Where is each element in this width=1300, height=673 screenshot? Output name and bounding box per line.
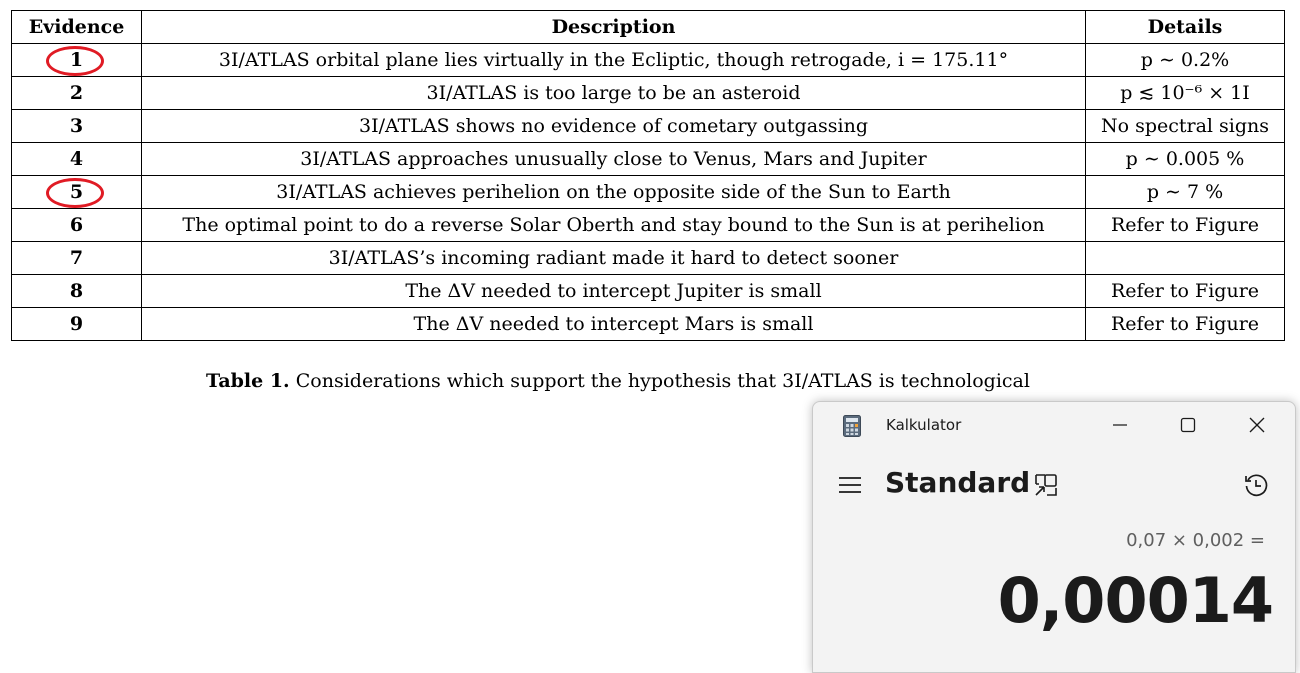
evidence-description: The ΔV needed to intercept Mars is small bbox=[142, 308, 1086, 341]
history-button[interactable] bbox=[1243, 472, 1269, 498]
minimize-icon bbox=[1112, 417, 1128, 433]
calculator-window bbox=[812, 401, 1296, 673]
evidence-number: 9 bbox=[12, 308, 142, 341]
close-button[interactable] bbox=[1234, 406, 1280, 444]
table-row bbox=[12, 110, 1285, 143]
evidence-number: 7 bbox=[12, 242, 142, 275]
evidence-description: The ΔV needed to intercept Jupiter is small bbox=[142, 275, 1086, 308]
close-icon bbox=[1249, 417, 1265, 433]
table-row bbox=[12, 308, 1285, 341]
evidence-detail: Refer to Figure bbox=[1086, 209, 1285, 242]
result-display: 0,00014 bbox=[997, 564, 1273, 637]
evidence-description: The optimal point to do a reverse Solar Oberth and stay bound to the Sun is at perihelion bbox=[142, 209, 1086, 242]
table-header-row bbox=[12, 11, 1285, 44]
evidence-detail: p ≲ 10⁻⁶ × 1I bbox=[1086, 77, 1285, 110]
evidence-number: 1 bbox=[12, 44, 142, 77]
header-evidence: Evidence bbox=[12, 11, 142, 44]
evidence-description: 3I/ATLAS approaches unusually close to Venus, Mars and Jupiter bbox=[142, 143, 1086, 176]
evidence-detail bbox=[1086, 242, 1285, 275]
evidence-table bbox=[11, 10, 1285, 341]
evidence-description: 3I/ATLAS shows no evidence of cometary outgassing bbox=[142, 110, 1086, 143]
navigation-menu-button[interactable] bbox=[835, 470, 865, 500]
evidence-number: 2 bbox=[12, 77, 142, 110]
header-description: Description bbox=[142, 11, 1086, 44]
evidence-detail: p ∼ 7 % bbox=[1086, 176, 1285, 209]
evidence-detail: p ∼ 0.005 % bbox=[1086, 143, 1285, 176]
evidence-detail: No spectral signs bbox=[1086, 110, 1285, 143]
title-bar[interactable] bbox=[813, 402, 1295, 448]
evidence-detail: p ∼ 0.2% bbox=[1086, 44, 1285, 77]
keep-on-top-button[interactable] bbox=[1033, 472, 1059, 498]
evidence-number: 8 bbox=[12, 275, 142, 308]
table-caption bbox=[206, 370, 1030, 392]
evidence-number: 3 bbox=[12, 110, 142, 143]
table-row bbox=[12, 209, 1285, 242]
maximize-button[interactable] bbox=[1165, 406, 1211, 444]
table-row bbox=[12, 275, 1285, 308]
evidence-description: 3I/ATLAS is too large to be an asteroid bbox=[142, 77, 1086, 110]
window-title: Kalkulator bbox=[886, 416, 962, 434]
expression-display: 0,07 × 0,002 = bbox=[1126, 530, 1265, 551]
maximize-icon bbox=[1180, 417, 1196, 433]
evidence-detail: Refer to Figure bbox=[1086, 275, 1285, 308]
minimize-button[interactable] bbox=[1097, 406, 1143, 444]
caption-text: Considerations which support the hypothesis that 3I/ATLAS is technological bbox=[295, 370, 1030, 392]
history-icon bbox=[1243, 472, 1269, 498]
calculator-icon bbox=[843, 415, 861, 437]
caption-label: Table 1. bbox=[206, 370, 290, 392]
evidence-detail: Refer to Figure bbox=[1086, 308, 1285, 341]
table-row bbox=[12, 242, 1285, 275]
table-row bbox=[12, 77, 1285, 110]
keep-on-top-icon bbox=[1033, 472, 1059, 498]
hamburger-menu-icon bbox=[835, 470, 865, 500]
table-row bbox=[12, 143, 1285, 176]
table-row bbox=[12, 176, 1285, 209]
evidence-description: 3I/ATLAS orbital plane lies virtually in the Ecliptic, though retrogade, i = 175.11° bbox=[142, 44, 1086, 77]
calculator-mode-title: Standard bbox=[885, 466, 1031, 499]
evidence-description: 3I/ATLAS’s incoming radiant made it hard to detect sooner bbox=[142, 242, 1086, 275]
header-details: Details bbox=[1086, 11, 1285, 44]
evidence-number: 5 bbox=[12, 176, 142, 209]
table-row bbox=[12, 44, 1285, 77]
evidence-number: 6 bbox=[12, 209, 142, 242]
evidence-description: 3I/ATLAS achieves perihelion on the opposite side of the Sun to Earth bbox=[142, 176, 1086, 209]
evidence-number: 4 bbox=[12, 143, 142, 176]
